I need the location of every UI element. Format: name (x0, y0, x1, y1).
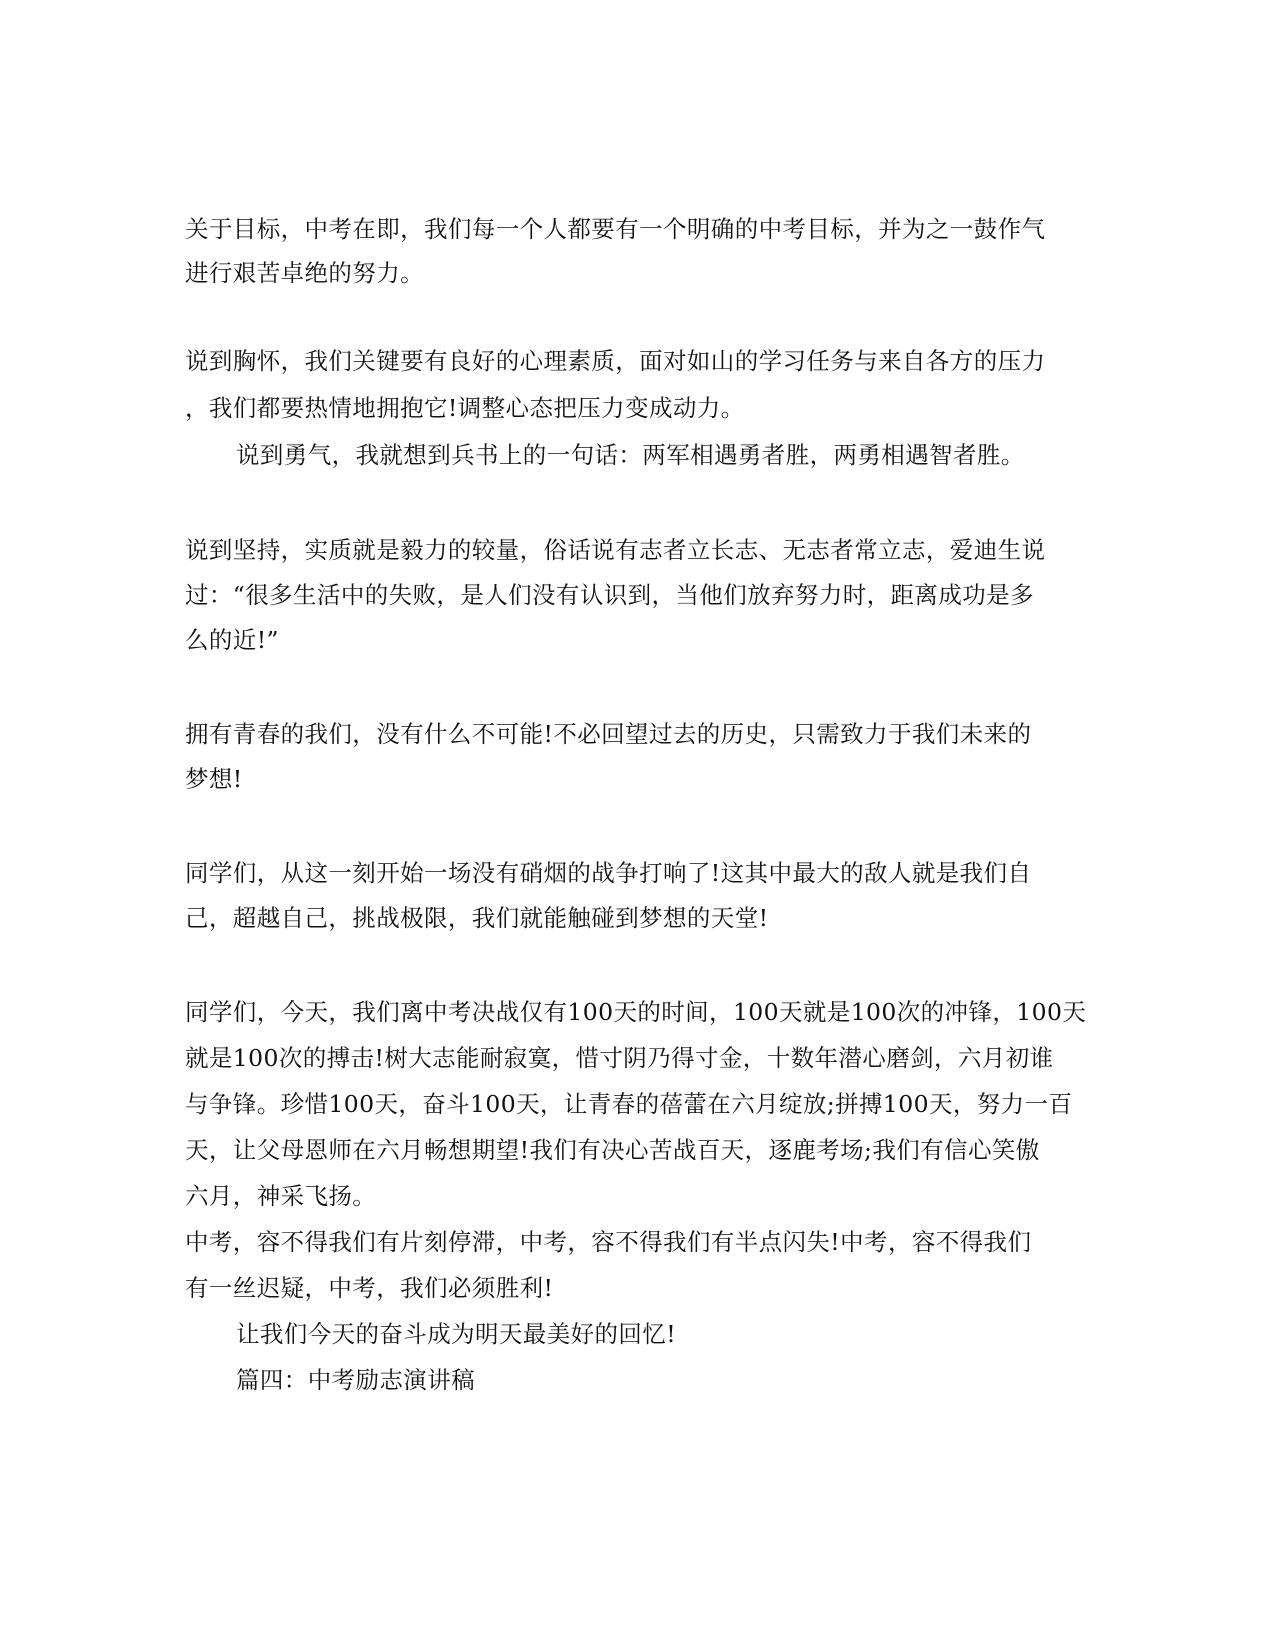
text-line: 说到勇气，我就想到兵书上的一句话：两军相遇勇者胜，两勇相遇智者胜。 (236, 441, 1025, 469)
text-line: 六月，神采飞扬。 (185, 1182, 377, 1210)
text-line: 说到坚持，实质就是毅力的较量，俗话说有志者立长志、无志者常立志，爱迪生说 (185, 536, 1046, 564)
text-line: 进行艰苦卓绝的努力。 (185, 259, 424, 287)
text-line: 让我们今天的奋斗成为明天最美好的回忆! (236, 1320, 677, 1348)
text-line: 么的近!” (185, 626, 279, 654)
section-heading: 篇四：中考励志演讲稿 (236, 1366, 475, 1394)
text-line: 说到胸怀，我们关键要有良好的心理素质，面对如山的学习任务与来自各方的压力 (185, 347, 1046, 375)
text-line: 就是100次的搏击!树大志能耐寂寞，惜寸阴乃得寸金，十数年潜心磨剑，六月初谁 (185, 1044, 1054, 1072)
text-line: 关于目标，中考在即，我们每一个人都要有一个明确的中考目标，并为之一鼓作气 (185, 215, 1046, 243)
text-line: 同学们，今天，我们离中考决战仅有100天的时间，100天就是100次的冲锋，100天 (185, 998, 1087, 1026)
text-line: 中考，容不得我们有片刻停滞，中考，容不得我们有半点闪失!中考，容不得我们 (185, 1228, 1032, 1256)
text-line: 拥有青春的我们，没有什么不可能!不必回望过去的历史，只需致力于我们未来的 (185, 720, 1032, 748)
text-line: 同学们，从这一刻开始一场没有硝烟的战争打响了!这其中最大的敌人就是我们自 (185, 859, 1032, 887)
text-line: 与争锋。珍惜100天，奋斗100天，让青春的蓓蕾在六月绽放;拼搏100天，努力一百 (185, 1090, 1073, 1118)
text-line: 己，超越自己，挑战极限，我们就能触碰到梦想的天堂! (185, 904, 769, 932)
text-line: ，我们都要热情地拥抱它!调整心态把压力变成动力。 (185, 394, 745, 422)
text-line: 过：“很多生活中的失败，是人们没有认识到，当他们放弃努力时，距离成功是多 (185, 581, 1034, 609)
text-line: 有一丝迟疑，中考，我们必须胜利! (185, 1274, 554, 1302)
text-line: 天，让父母恩师在六月畅想期望!我们有决心苦战百天，逐鹿考场;我们有信心笑傲 (185, 1136, 1040, 1164)
text-line: 梦想! (185, 765, 243, 793)
